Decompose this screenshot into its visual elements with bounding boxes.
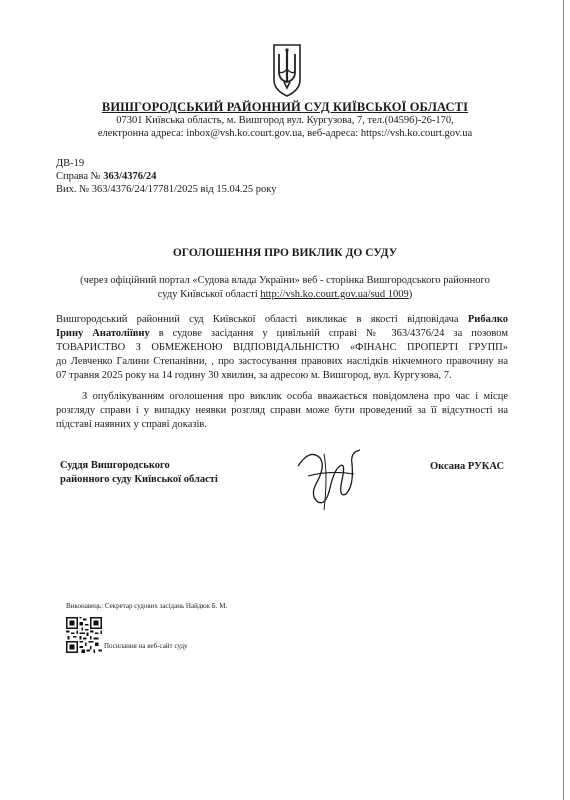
body-line-3: ТОВАРИСТВО З ОБМЕЖЕНОЮ ВІДПОВІДАЛЬНІСТЮ «ФІНАНС ПРОПЕРТІ ГРУПП» <box>56 342 508 353</box>
court-address: 07301 Київська область, м. Вишгород вул. Кургузова, 7, тел.(04596)-26-170, <box>116 115 454 126</box>
judge-name: Оксана РУКАС <box>430 461 505 472</box>
portal-prefix: суду Київської області <box>157 289 261 300</box>
court-website-link[interactable]: http://vsh.ko.court.gov.ua/sud 1009 <box>260 289 409 300</box>
body-line-1-text: Вишгородський районний суд Київської області викликає в якості відповідача <box>56 314 468 325</box>
case-number: 363/4376/24 <box>103 171 157 182</box>
case-label: Справа № <box>56 171 104 182</box>
judge-role-line2: районного суду Київської області <box>60 474 218 485</box>
coat-of-arms-icon <box>271 42 303 98</box>
handwritten-signature <box>290 436 370 516</box>
court-contacts: електронна адреса: inbox@vsh.ko.court.gov.ua, веб-адреса: https://vsh.ko.court.gov.ua <box>97 128 473 139</box>
body-line-8: підставі наявних у справі доказів. <box>56 419 208 430</box>
qr-code-icon[interactable] <box>66 617 102 653</box>
outgoing-number: Вих. № 363/4376/24/17781/2025 від 15.04.25 року <box>56 184 277 195</box>
body-line-2 <box>56 328 508 339</box>
portal-suffix: ) <box>408 289 413 300</box>
body-line-4: до Левченко Галини Степанівни, , про застосування правових наслідків нікчемного правочину на <box>56 356 508 367</box>
body-line-6: З опублікуванням оголошення про виклик особа вважається повідомлена про час і місце <box>82 391 508 402</box>
executor-line: Виконавець: Секретар судових засідань Найдюк Б. М. <box>66 602 228 610</box>
portal-note-line2 <box>0 289 570 300</box>
defendant-given-names: Ірину Анатоліївну <box>56 328 150 339</box>
court-name: ВИШГОРОДСЬКИЙ РАЙОННИЙ СУД КИЇВСЬКОЇ ОБЛАСТІ <box>101 100 469 114</box>
judge-role-line1: Суддя Вишгородського <box>60 460 170 471</box>
hearing-date-line: 07 травня 2025 року на 14 годину 30 хвилин, за адресою м. Вишгород, вул. Кургузова, 7. <box>56 370 452 381</box>
form-code: ДВ-19 <box>56 158 85 169</box>
case-number-line <box>56 171 156 182</box>
notice-title: ОГОЛОШЕННЯ ПРО ВИКЛИК ДО СУДУ <box>172 247 398 259</box>
body-line-2-text: в судове засідання у цивільній справі № 363/4376/24 за позовом <box>149 328 509 339</box>
qr-caption: Посилання на веб-сайт суду <box>104 642 188 650</box>
portal-note-line1: (через офіційний портал «Судова влада України» веб - сторінка Вишгородського районного <box>80 275 490 286</box>
body-line-7: розгляду справи і у випадку неявки розгляд справи може бути проведений за її відсутності на <box>56 405 508 416</box>
defendant-surname: Рибалко <box>467 314 508 325</box>
body-line-1 <box>56 314 508 325</box>
